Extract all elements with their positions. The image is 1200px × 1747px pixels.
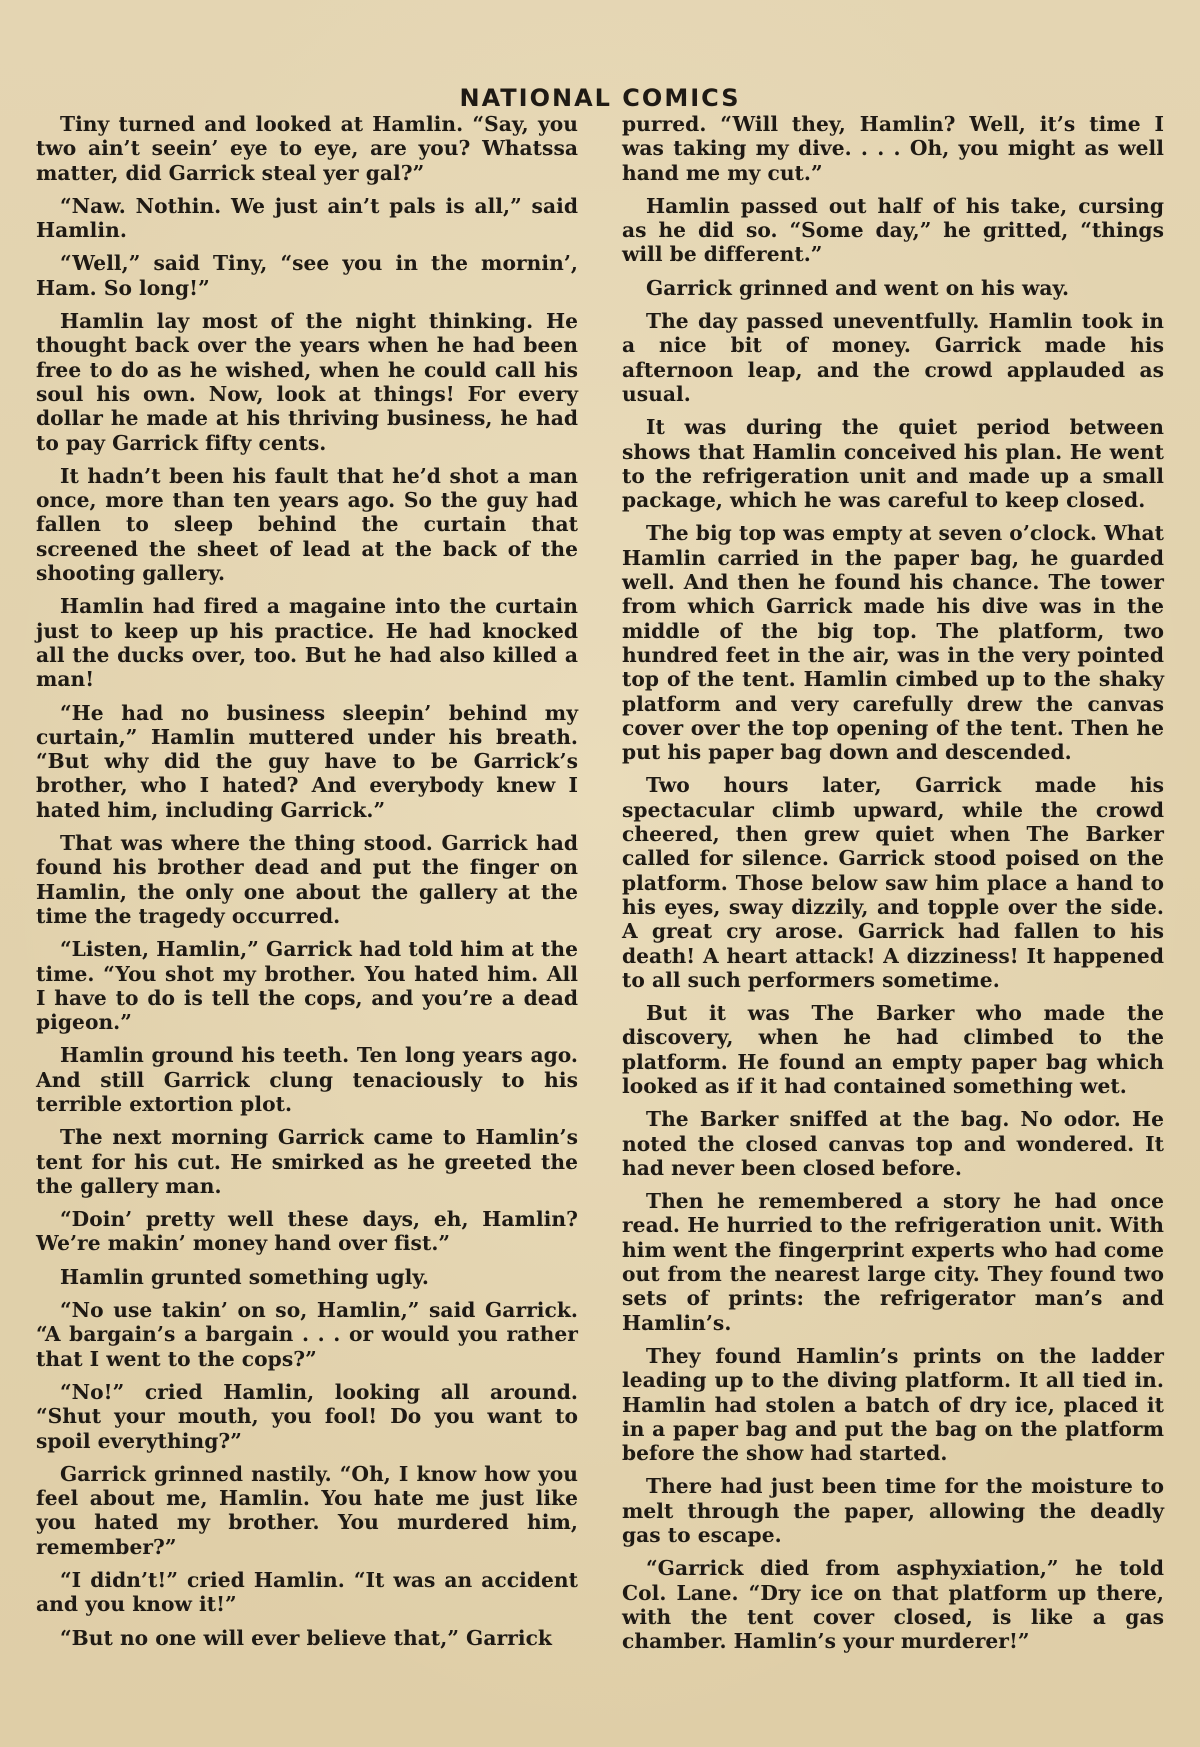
paragraph: “Doin’ pretty well these days, eh, Hamlin? We’re makin’ money hand over fist.” [36, 1207, 578, 1256]
paragraph: But it was The Barker who made the discovery, when he had climbed to the platform. He found an empty paper bag which looked as if it had contained something wet. [622, 1001, 1164, 1098]
text-columns [36, 112, 1164, 1672]
paragraph: “Well,” said Tiny, “see you in the mornin’, Ham. So long!” [36, 251, 578, 300]
paragraph: They found Hamlin’s prints on the ladder leading up to the diving platform. It all tied in. Hamlin had stolen a batch of dry ice, placed it in a paper bag and put the bag on the platform before the show had started. [622, 1343, 1164, 1466]
paragraph: “But no one will ever believe that,” Garrick [60, 1625, 552, 1650]
paragraph: There had just been time for the moisture to melt through the paper, allowing the deadly gas to escape. [622, 1474, 1164, 1548]
paragraph: Hamlin had fired a magaine into the curtain just to keep up his practice. He had knocked all the ducks over, too. But he had also killed a man! [36, 594, 578, 692]
paragraph: “Garrick died from asphyxiation,” he told Col. Lane. “Dry ice on that platform up there, with the tent cover closed, is like a gas chamber. Hamlin’s your murderer!” [622, 1556, 1164, 1654]
paragraph: “Listen, Hamlin,” Garrick had told him at the time. “You shot my brother. You hated him. All I have to do is tell the cops, and you’re a dead pigeon.” [36, 937, 578, 1035]
paragraph: Then he remembered a story he had once read. He hurried to the refrigeration unit. With him went the fingerprint experts who had come out from the nearest large city. They found two sets of prints: the refrigerator man’s and Hamlin’s. [622, 1189, 1164, 1335]
paragraph: “No use takin’ on so, Hamlin,” said Garrick. “A bargain’s a bargain . . . or would you rather that I went to the cops?” [36, 1298, 578, 1371]
paragraph: “He had no business sleepin’ behind my curtain,” Hamlin muttered under his breath. “But why did the guy have to be Garrick’s brother, who I hated? And everybody knew I hated him, including Garrick.” [36, 700, 578, 822]
paragraph: “I didn’t!” cried Hamlin. “It was an accident and you know it!” [36, 1568, 578, 1617]
paragraph: Hamlin passed out half of his take, cursing as he did so. “Some day,” he gritted, “things will be different.” [622, 193, 1164, 267]
paragraph-continuation: purred. “Will they, Hamlin? Well, it’s time I was taking my dive. . . . Oh, you might as well hand me my cut.” [622, 112, 1164, 185]
paragraph: The next morning Garrick came to Hamlin’s tent for his cut. He smirked as he greeted the the gallery man. [36, 1125, 578, 1198]
paragraph: “Naw. Nothin. We just ain’t pals is all,” said Hamlin. [36, 193, 578, 243]
paragraph: It was during the quiet period between shows that Hamlin conceived his plan. He went to the refrigeration unit and made up a small package, which he was careful to keep closed. [622, 415, 1164, 513]
right-column [622, 112, 1164, 1672]
paragraph: Hamlin ground his teeth. Ten long years ago. And still Garrick clung tenaciously to his terrible extortion plot. [36, 1043, 578, 1116]
paragraph: Tiny turned and looked at Hamlin. “Say, you two ain’t seein’ eye to eye, are you? Whatssa matter, did Garrick steal yer gal?” [36, 112, 578, 185]
paragraph: That was where the thing stood. Garrick had found his brother dead and put the finger on Hamlin, the only one about the gallery at the time the tragedy occurred. [36, 831, 578, 928]
paragraph: It hadn’t been his fault that he’d shot a man once, more than ten years ago. So the guy had fallen to sleep behind the curtain that screened the sheet of lead at the back of the shooting gallery. [36, 463, 578, 586]
page-header-title: NATIONAL COMICS [459, 84, 741, 112]
paragraph: Two hours later, Garrick made his spectacular climb upward, while the crowd cheered, then grew quiet when The Barker called for silence. Garrick stood poised on the platform. Those below saw him place a hand to his eyes, sway dizzily, and topple over the side. A great cry arose. Garrick had fallen to his death! A heart attack! A dizziness! It happened to all such performers sometime. [622, 773, 1164, 992]
paragraph: Garrick grinned nastily. “Oh, I know how you feel about me, Hamlin. You hate me just like you hated my brother. You murdered him, remember?” [36, 1461, 578, 1559]
paragraph: Garrick grinned and went on his way. [646, 275, 1070, 300]
paragraph: The big top was empty at seven o’clock. What Hamlin carried in the paper bag, he guarded well. And then he found his chance. The tower from which Garrick made his dive was in the middle of the big top. The platform, two hundred feet in the air, was in the very pointed top of the tent. Hamlin cimbed up to the shaky platform and very carefully drew the canvas cover over the top opening of the tent. Then he put his paper bag down and descended. [622, 521, 1164, 765]
paragraph: Hamlin lay most of the night thinking. He thought back over the years when he had been free to do as he wished, when he could call his soul his own. Now, look at things! For every dollar he made at his thriving business, he had to pay Garrick fifty cents. [36, 309, 578, 455]
paragraph: “No!” cried Hamlin, looking all around. “Shut your mouth, you fool! Do you want to spoil everything?” [36, 1379, 578, 1453]
paragraph: The Barker sniffed at the bag. No odor. He noted the closed canvas top and wondered. It had never been closed before. [622, 1107, 1164, 1180]
left-column [36, 112, 578, 1672]
paragraph: The day passed uneventfully. Hamlin took in a nice bit of money. Garrick made his afternoon leap, and the crowd applauded as usual. [622, 309, 1164, 406]
paragraph: Hamlin grunted something ugly. [60, 1264, 429, 1289]
